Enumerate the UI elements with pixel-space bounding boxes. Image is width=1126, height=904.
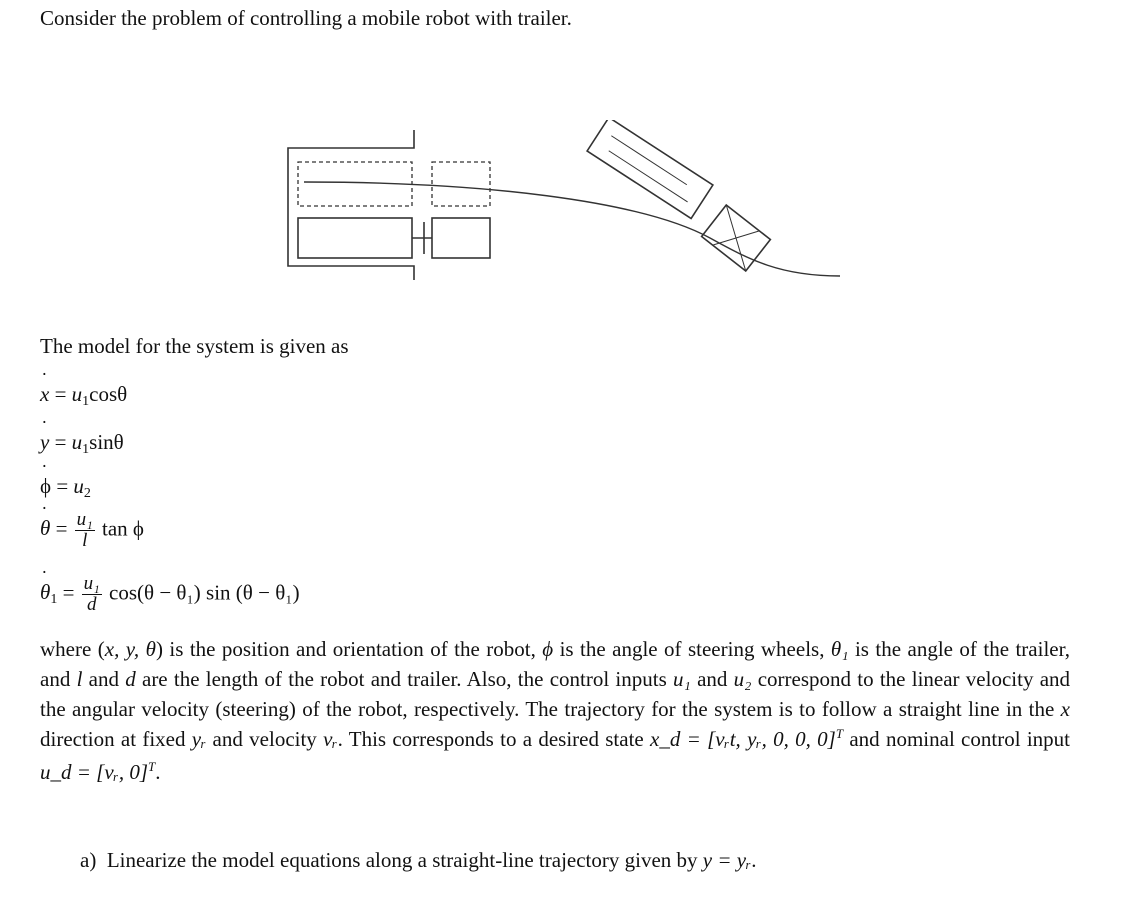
fraction-u1-over-l: $\frac{\text{u₁}}{l}$ [76,509,93,551]
question-a-label: a) [80,848,97,872]
model-intro: The model for the system is given as [40,334,349,358]
equation-x-dot: ˙ x = u1cosθ [40,382,127,407]
rotated-robot [587,120,713,219]
robot-body [298,218,412,258]
question-a-text: Linearize the model equations along a straight-line trajectory given by [106,848,703,872]
fraction-u1-over-d: $\frac{\text{u₁}}{d}$ [83,573,100,615]
intro-text: Consider the problem of controlling a mobile robot with trailer. [40,6,572,30]
equation-y-dot: ˙ y = u1sinθ [40,430,124,455]
trailer-body [432,218,490,258]
rotated-trailer [702,205,771,271]
description-paragraph: where (x, y, θ) is the position and orientation of the robot, ϕ is the angle of steering wheels, θ₁ is the angle of the trailer, and l and d are the length of the robot and trailer. Also, the control inputs u₁ and u₂ correspond to the linear velocity and the angular velocity (steering) of the robot, respectively. The trajectory for the system is to follow a straight line in the x direction at fixed yᵣ and velocity vᵣ. This corresponds to a desired state x_d = [vᵣt, yᵣ, 0, 0, 0]$^T$ and nominal control input u_d = [vᵣ, 0]$^T$. [40,637,1071,784]
dashed-trailer-body [432,162,490,206]
trajectory-curve [304,182,840,276]
equation-theta-dot: ˙ θ = $\frac{\text{u₁}}{l}$ tan ϕ [40,510,144,551]
equation-phi-dot: ˙ ϕ = u2 [40,474,91,499]
equation-theta1-dot: ˙ θ1 = $\frac{\text{u₁}}{d}$ cos(θ − θ₁) sin (θ − θ₁) [40,574,300,615]
robot-trailer-figure [280,120,850,290]
question-a: a) Linearize the model equations along a straight-line trajectory given by y = yᵣ. [80,848,757,872]
